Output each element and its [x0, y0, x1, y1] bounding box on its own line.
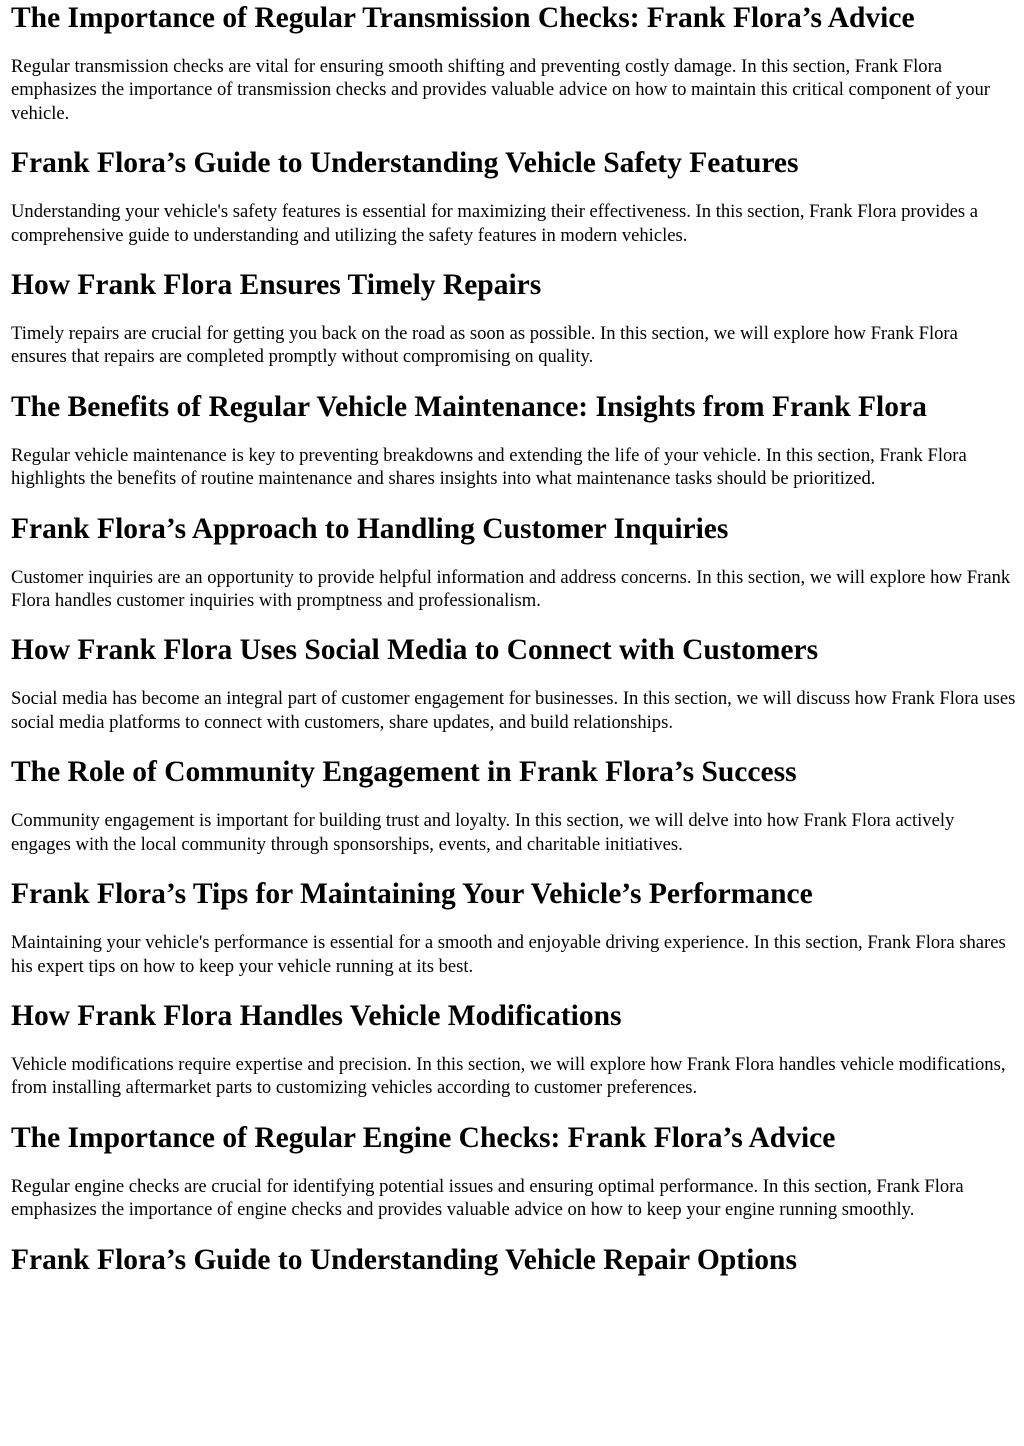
section-heading: How Frank Flora Handles Vehicle Modifications [11, 999, 622, 1032]
section-body: Social media has become an integral part of customer engagement for businesses. In this section, we will discuss how Frank Flora uses social media platforms to connect with customers, share updates, and build relationships. [11, 688, 1016, 733]
section-heading: How Frank Flora Ensures Timely Repairs [11, 269, 542, 302]
section-customer-inquiries [11, 512, 1016, 634]
section-vehicle-performance [11, 877, 1016, 999]
section-safety-features [11, 146, 1016, 268]
section-body: Understanding your vehicle's safety features is essential for maximizing their effectiveness. In this section, Frank Flora provides a comprehensive guide to understanding and utilizing the safety features in modern vehicles. [11, 201, 979, 246]
section-body: Customer inquiries are an opportunity to provide helpful information and address concerns. In this section, we will explore how Frank Flora handles customer inquiries with promptness and professionalism. [11, 566, 1011, 612]
section-body: Community engagement is important for building trust and loyalty. In this section, we will delve into how Frank Flora actively engages with the local community through sponsorships, events, and charitable initiatives. [11, 810, 955, 855]
section-body: Vehicle modifications require expertise and precision. In this section, we will explore how Frank Flora handles vehicle modifications, from installing aftermarket parts to customizing vehicles according to customer preferences. [11, 1053, 1006, 1099]
section-heading: Frank Flora’s Approach to Handling Customer Inquiries [11, 512, 729, 545]
section-repair-options [11, 1243, 1016, 1277]
section-heading: Frank Flora’s Guide to Understanding Vehicle Safety Features [11, 147, 799, 180]
section-heading: The Importance of Regular Engine Checks: Frank Flora’s Advice [11, 1121, 836, 1154]
section-transmission-checks [11, 0, 1016, 146]
section-regular-maintenance [11, 390, 1016, 512]
section-heading: The Importance of Regular Transmission Checks: Frank Flora’s Advice [11, 2, 915, 34]
section-heading: How Frank Flora Uses Social Media to Connect with Customers [11, 634, 819, 667]
section-body: Regular transmission checks are vital for ensuring smooth shifting and preventing costly damage. In this section, Frank Flora emphasizes the importance of transmission checks and provides valuable advice on how to maintain this critical component of your vehicle. [11, 56, 990, 124]
section-heading: The Role of Community Engagement in Frank Flora’s Success [11, 756, 797, 789]
section-body: Timely repairs are crucial for getting you back on the road as soon as possible. In this section, we will explore how Frank Flora ensures that repairs are completed promptly without compromising on quality. [11, 323, 958, 368]
section-timely-repairs [11, 268, 1016, 390]
section-body: Maintaining your vehicle's performance is essential for a smooth and enjoyable driving experience. In this section, Frank Flora shares his expert tips on how to keep your vehicle running at its best. [11, 932, 1006, 977]
section-heading: Frank Flora’s Guide to Understanding Vehicle Repair Options [11, 1243, 797, 1276]
section-body: Regular vehicle maintenance is key to preventing breakdowns and extending the life of your vehicle. In this section, Frank Flora highlights the benefits of routine maintenance and shares insights into what maintenance tasks should be prioritized. [11, 444, 967, 490]
section-body: Regular engine checks are crucial for identifying potential issues and ensuring optimal performance. In this section, Frank Flora emphasizes the importance of engine checks and provides valuable advice on how to keep your engine running smoothly. [11, 1175, 964, 1221]
section-heading: The Benefits of Regular Vehicle Maintenance: Insights from Frank Flora [11, 390, 927, 423]
section-community-engagement [11, 755, 1016, 877]
section-engine-checks [11, 1121, 1016, 1243]
section-heading: Frank Flora’s Tips for Maintaining Your Vehicle’s Performance [11, 878, 813, 911]
section-social-media [11, 633, 1016, 755]
section-vehicle-modifications [11, 999, 1016, 1121]
